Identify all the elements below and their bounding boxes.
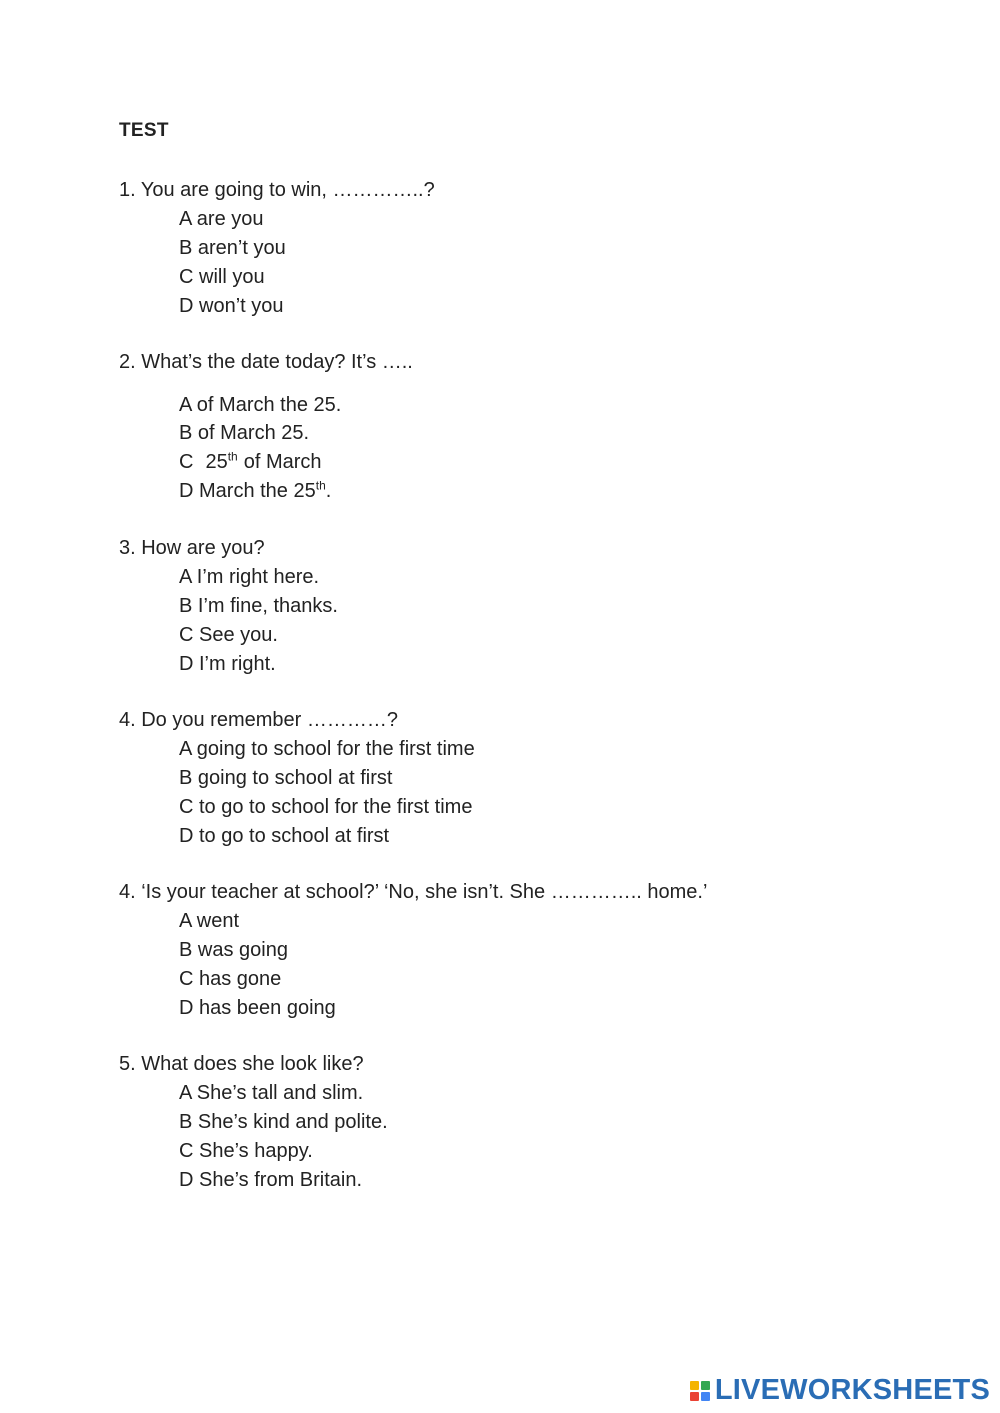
- question-4b-option-d: D has been going: [179, 997, 336, 1019]
- question-4-prompt: 4. Do you remember …………?: [119, 709, 398, 731]
- question-3-option-c: C See you.: [179, 624, 278, 646]
- question-2-option-b: B of March 25.: [179, 422, 310, 444]
- question-4-option-b: B going to school at first: [179, 767, 393, 789]
- page-title: TEST: [119, 120, 169, 141]
- ordinal-suffix: th: [227, 449, 238, 464]
- question-5-option-a: A She’s tall and slim.: [179, 1082, 364, 1104]
- question-3-option-b: B I’m fine, thanks.: [179, 595, 338, 617]
- question-5-option-c: C She’s happy.: [179, 1140, 313, 1162]
- option-letter: C: [179, 451, 194, 473]
- question-5-option-b: B She’s kind and polite.: [179, 1111, 388, 1133]
- question-3-option-d: D I’m right.: [179, 653, 276, 675]
- ordinal-suffix: th: [315, 478, 326, 493]
- question-4b-option-c: C has gone: [179, 968, 282, 990]
- question-4b-prompt: 4. ‘Is your teacher at school?’ ‘No, she isn’t. She ………….. home.’: [119, 881, 708, 903]
- question-4-option-a: A going to school for the first time: [179, 738, 475, 760]
- question-5-prompt: 5. What does she look like?: [119, 1053, 364, 1075]
- question-4-option-d: D to go to school at first: [179, 825, 390, 847]
- date-month: of March: [243, 451, 322, 473]
- liveworksheets-logo-icon: [690, 1381, 710, 1401]
- question-1-option-d: D won’t you: [179, 295, 284, 317]
- brand-name: LIVEWORKSHEETS: [714, 1374, 990, 1406]
- question-4-option-c: C to go to school for the first time: [179, 796, 473, 818]
- question-4b-option-b: B was going: [179, 939, 288, 961]
- option-text: D March the 25: [179, 480, 316, 502]
- logo-square-green: [701, 1381, 710, 1390]
- date-number: 25: [205, 451, 228, 473]
- option-tail: .: [325, 480, 332, 502]
- footer-brand[interactable]: [690, 1374, 990, 1407]
- logo-square-blue: [701, 1392, 710, 1401]
- question-3-prompt: 3. How are you?: [119, 537, 265, 559]
- question-2-option-c: [179, 450, 322, 474]
- logo-square-red: [690, 1392, 699, 1401]
- question-1-prompt: 1. You are going to win, …………..?: [119, 179, 435, 201]
- question-1-option-c: C will you: [179, 266, 265, 288]
- question-4b-option-a: A went: [179, 910, 240, 932]
- logo-square-yellow: [690, 1381, 699, 1390]
- question-1-option-b: B aren’t you: [179, 237, 286, 259]
- question-2-prompt: 2. What’s the date today? It’s …..: [119, 351, 413, 373]
- question-2-option-a: A of March the 25.: [179, 394, 342, 416]
- question-1-option-a: A are you: [179, 208, 264, 230]
- question-2-option-d: [179, 479, 331, 503]
- question-5-option-d: D She’s from Britain.: [179, 1169, 363, 1191]
- question-3-option-a: A I’m right here.: [179, 566, 320, 588]
